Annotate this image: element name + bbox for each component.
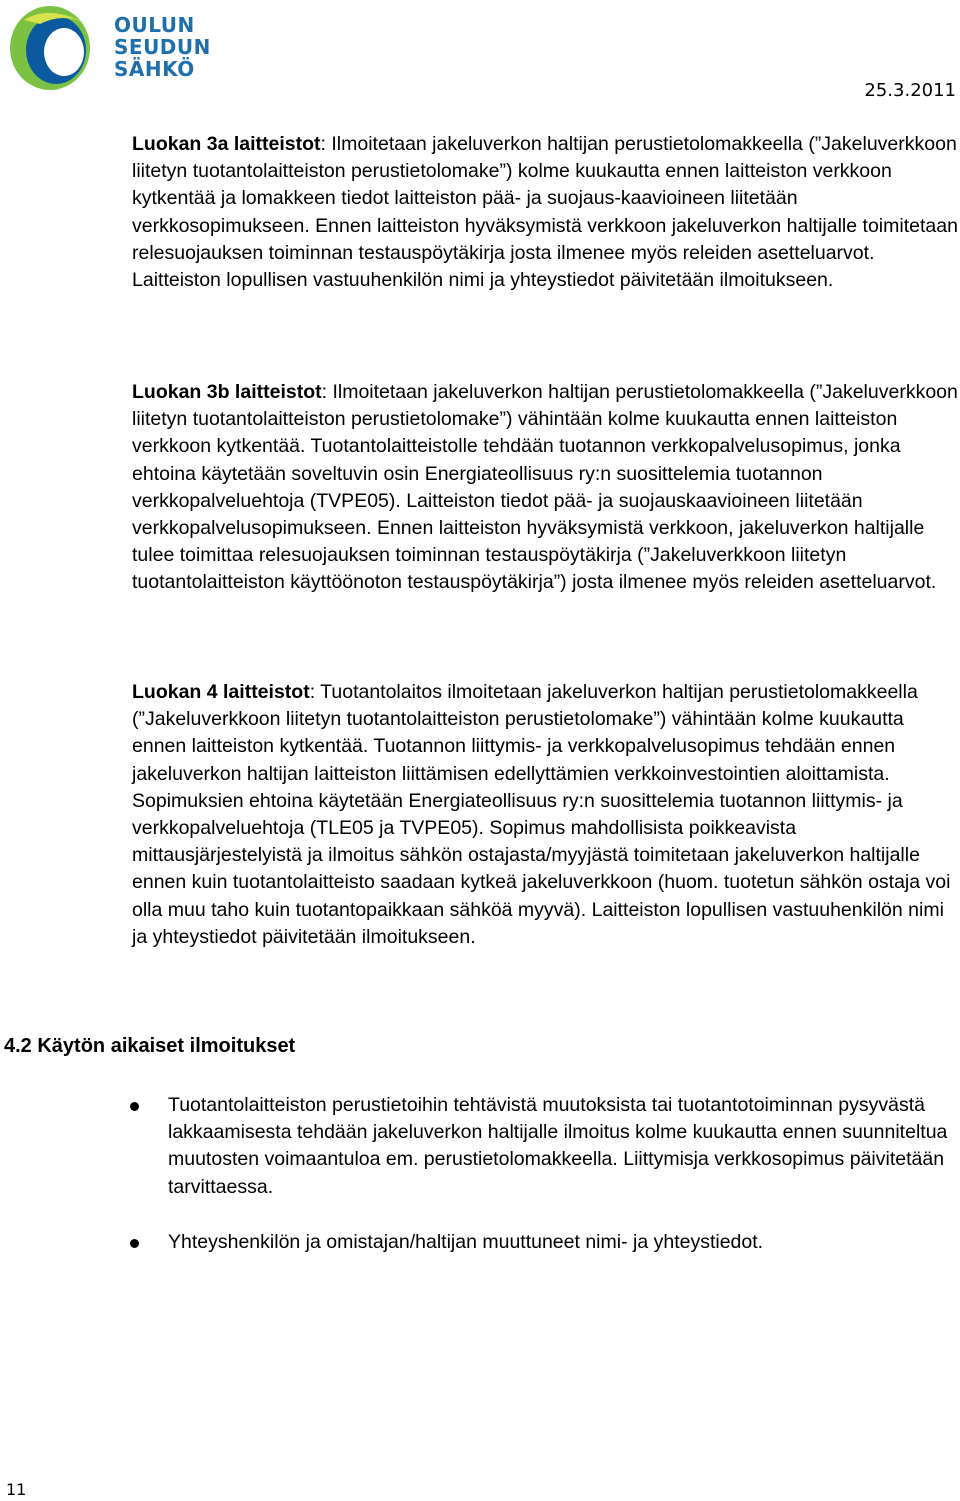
bullet-icon <box>130 1239 139 1248</box>
logo-line: SEUDUN <box>114 35 211 59</box>
paragraph-text: : Ilmoitetaan jakeluverkon haltijan perustietolomakkeella (”Jakeluverkkoon liitetyn tuotantolaitteiston perustietolomake”) kolme kuukautta ennen laitteiston verkkoon kytkentää ja lomakkeen tiedot laitteiston pää- ja suojaus-kaavioineen liitetään verkkosopimukseen. Ennen laitteiston hyväksymistä verkkoon jakeluverkon haltijalle toimitetaan relesuojauksen toiminnan testauspöytäkirja josta ilmenee myös releiden asetteluarvot. Laitteiston lopullisen vastuuhenkilön nimi ja yhteystiedot päivitetään ilmoitukseen. <box>132 133 958 292</box>
bullet-list <box>120 1092 956 1256</box>
document-date: 25.3.2011 <box>864 80 956 101</box>
list-item-text: Tuotantolaitteiston perustietoihin tehtävistä muutoksista tai tuotantotoiminnan pysyvästä lakkaamisesta tehdään jakeluverkon haltijalle ilmoitus kolme kuukautta ennen suunniteltua muutosten voimaantuloa em. perustietolomakkeella. Liittymisja verkkosopimus päivitetään tarvittaessa. <box>168 1094 948 1198</box>
paragraph-text: : Ilmoitetaan jakeluverkon haltijan perustietolomakkeella (”Jakeluverkkoon liitetyn tuotantolaitteiston perustietolomake”) vähintään kolme kuukautta ennen laitteiston verkkoon kytkentää. Tuotantolaitteistolle tehdään tuotannon verkkopalvelusopimus, jonka ehtoina käytetään soveltuvin osin Energiateollisuus ry:n suosittelemia tuotannon verkkopalveluehtoja (TVPE05). Laitteiston tiedot pää- ja suojauskaavioineen liitetään verkkopalvelusopimukseen. Ennen laitteiston hyväksymistä verkkoon, jakeluverkon haltijalle tulee toimittaa relesuojauksen toiminnan testauspöytäkirja (”Jakeluverkkoon liitetyn tuotantolaitteiston käyttöönoton testauspöytäkirja”) josta ilmenee myös releiden asetteluarvot. <box>132 381 958 594</box>
paragraph-class-4 <box>132 679 958 951</box>
page-number: 11 <box>6 1480 27 1499</box>
paragraph-text: : Tuotantolaitos ilmoitetaan jakeluverkon haltijan perustietolomakkeella (”Jakeluverkkoon liitetyn tuotantolaitteiston perustietolomake”) vähintään kolme kuukautta ennen laitteiston kytkentää. Tuotannon liittymis- ja verkkopalvelusopimus tehdään ennen jakeluverkon haltijan laitteiston liittämisen edellyttämien verkkoinvestointien aloittamista. Sopimuksien ehtoina käytetään Energiateollisuus ry:n suosittelemia tuotannon liittymis- ja verkkopalveluehtoja (TLE05 ja TVPE05). Sopimus mahdollisista poikkeavista mittausjärjestelyistä ja ilmoitus sähkön ostajasta/myyjästä toimitetaan jakeluverkon haltijalle ennen kuin tuotantolaitteisto saadaan kytkeä jakeluverkkoon (huom. tuotetun sähkön ostaja voi olla muu taho kuin tuotantopaikkaan sähköä myyvä). Laitteiston lopullisen vastuuhenkilön nimi ja yhteystiedot päivitetään ilmoitukseen. <box>132 681 951 948</box>
paragraph-class-3b <box>132 379 958 597</box>
logo-line: SÄHKÖ <box>114 57 195 81</box>
list-item <box>120 1229 956 1256</box>
paragraph-title: Luokan 4 laitteistot <box>132 681 310 703</box>
logo-wordmark <box>114 14 211 80</box>
list-item-text: Yhteyshenkilön ja omistajan/haltijan muuttuneet nimi- ja yhteystiedot. <box>168 1230 764 1253</box>
section-heading: 4.2 Käytön aikaiset ilmoitukset <box>4 1035 296 1057</box>
list-item <box>120 1092 956 1201</box>
logo-ring-icon <box>4 2 104 94</box>
bullet-icon <box>130 1102 139 1111</box>
company-logo <box>4 2 224 94</box>
paragraph-title: Luokan 3b laitteistot <box>132 381 322 403</box>
paragraph-class-3a <box>132 131 958 294</box>
logo-line: OULUN <box>114 13 195 37</box>
paragraph-title: Luokan 3a laitteistot <box>132 133 321 155</box>
